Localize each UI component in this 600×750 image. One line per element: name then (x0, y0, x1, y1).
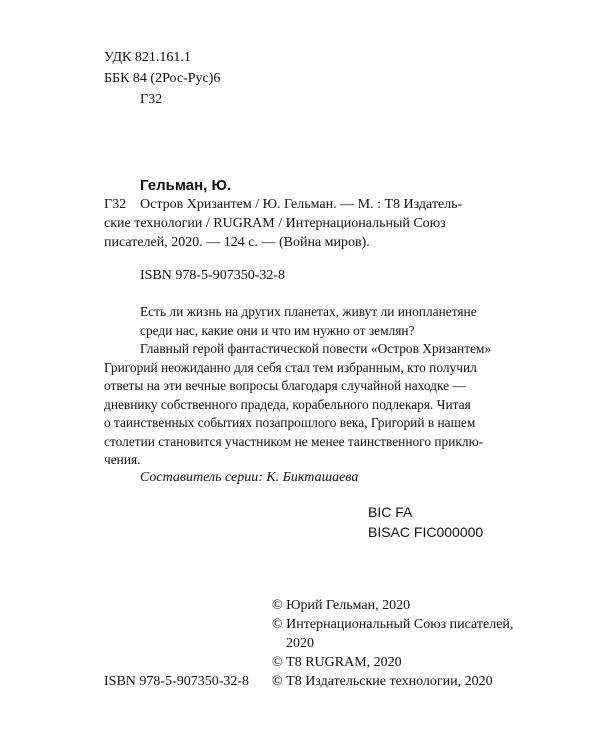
annotation-line: Главный герой фантастической повести «Остров Хризантем» (140, 341, 492, 356)
annotation-line: дневнику собственного прадеда, корабельного подлекаря. Читая (104, 396, 471, 412)
annotation-line: среди нас, какие они и что им нужно от землян? (140, 322, 415, 338)
series-compiler: Составитель серии: К. Бикташаева (140, 470, 359, 485)
copyright-line: 2020 (286, 636, 314, 651)
record-line-3: писателей, 2020. — 124 с. — (Война миров). (104, 235, 370, 250)
author-sign-code: Г32 (140, 92, 163, 107)
annotation (104, 303, 492, 470)
copyright-line: © Юрий Гельман, 2020 (272, 598, 411, 613)
bbk-code: ББК 84 (2Рос-Рус)6 (104, 71, 221, 86)
record-isbn: ISBN 978-5-907350-32-8 (140, 268, 286, 283)
annotation-line: ответы на эти вечные вопросы благодаря случайной находке — (104, 378, 466, 393)
author-heading: Гельман, Ю. (140, 177, 232, 194)
annotation-line: столетии становится участником не менее таинственного приклю- (104, 433, 484, 449)
record-line-2: ские технологии / RUGRAM / Интернациональный Союз (104, 216, 446, 231)
copyright-line: © Интернациональный Союз писателей, (272, 617, 514, 632)
annotation-line: чения. (104, 452, 141, 467)
record-sign: Г32 (104, 197, 127, 212)
udk-code: УДК 821.161.1 (104, 50, 191, 65)
annotation-line: Есть ли жизнь на других планетах, живут ли инопланетяне (140, 304, 477, 319)
copyright-line: © Т8 Издательские технологии, 2020 (272, 674, 493, 689)
record-line-1: Остров Хризантем / Ю. Гельман. — М. : Т8 Издатель- (140, 197, 463, 212)
bisac-code: BISAC FIC000000 (368, 524, 484, 540)
copyright-line: © Т8 RUGRAM, 2020 (272, 655, 402, 670)
bottom-isbn: ISBN 978-5-907350-32-8 (104, 674, 250, 689)
annotation-line: Григорий неожиданно для себя стал тем избранным, кто получил (104, 359, 477, 375)
annotation-line: о таинственных событиях позапрошлого века, Григорий в нашем (104, 415, 476, 430)
bic-code: BIC FA (368, 504, 413, 520)
